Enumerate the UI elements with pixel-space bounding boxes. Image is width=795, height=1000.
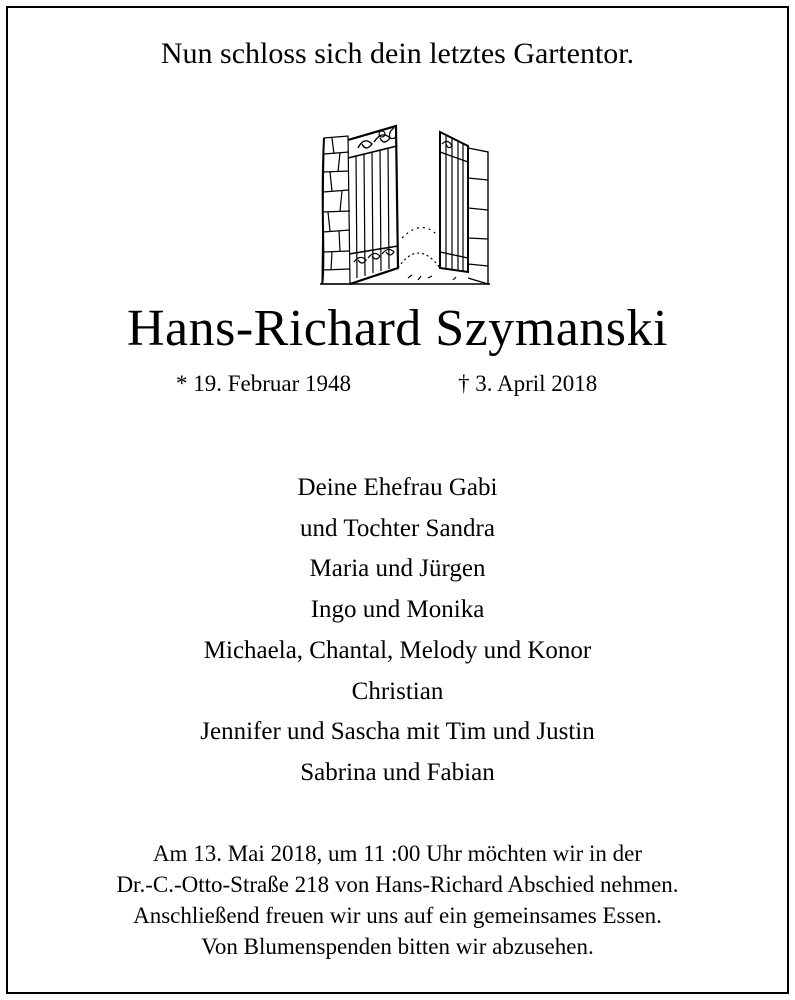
family-list <box>8 468 787 794</box>
farewell-details <box>8 838 787 962</box>
family-line: Jennifer und Sascha mit Tim und Justin <box>200 718 595 746</box>
death-date: † 3. April 2018 <box>458 371 598 396</box>
farewell-line: Am 13. Mai 2018, um 11 :00 Uhr möchten wir in der <box>152 841 643 866</box>
birth-date: * 19. Februar 1948 <box>176 371 352 396</box>
family-line: und Tochter Sandra <box>300 514 495 542</box>
family-line: Ingo und Monika <box>310 596 485 624</box>
family-line: Sabrina und Fabian <box>300 758 495 786</box>
family-line: Maria und Jürgen <box>309 555 486 583</box>
family-line: Michaela, Chantal, Melody und Konor <box>203 636 592 664</box>
family-line: Christian <box>351 677 444 705</box>
open-garden-gate-icon <box>318 118 492 286</box>
obituary-notice <box>6 6 789 994</box>
farewell-line: Von Blumenspenden bitten wir abzusehen. <box>201 934 594 959</box>
farewell-line: Anschließend freuen wir uns auf ein gemeinsames Essen. <box>133 903 662 928</box>
deceased-name: Hans-Richard Szymanski <box>126 300 668 357</box>
farewell-line: Dr.-C.-Otto-Straße 218 von Hans-Richard Abschied nehmen. <box>116 872 679 897</box>
headline: Nun schloss sich dein letztes Gartentor. <box>160 37 635 70</box>
family-line: Deine Ehefrau Gabi <box>297 474 498 501</box>
